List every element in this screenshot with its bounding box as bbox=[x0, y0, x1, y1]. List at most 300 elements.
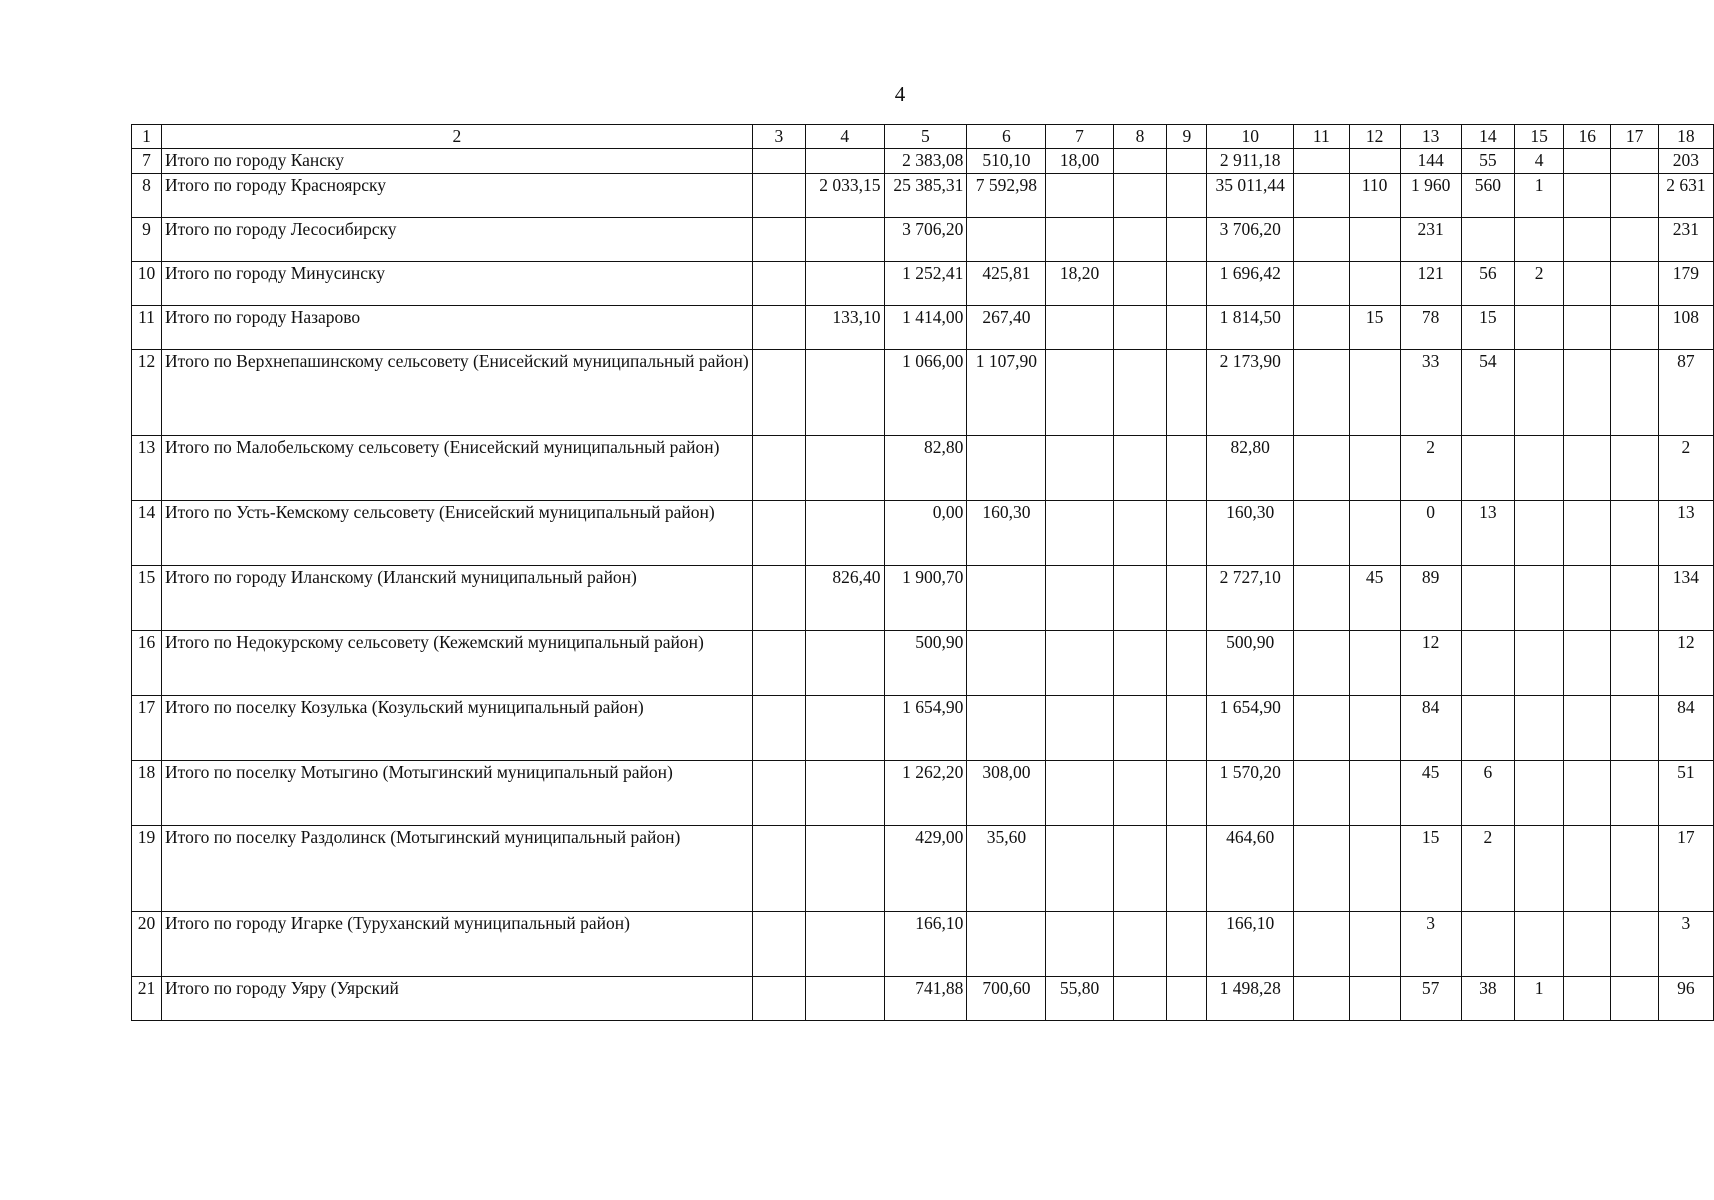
value-cell-col-6 bbox=[967, 630, 1046, 695]
value-cell-col-9 bbox=[1167, 565, 1207, 630]
value-cell-col-16 bbox=[1564, 217, 1611, 261]
value-cell-col-12 bbox=[1349, 217, 1400, 261]
value-cell-col-10: 1 696,42 bbox=[1207, 261, 1294, 305]
value-cell-col-12 bbox=[1349, 976, 1400, 1020]
column-header-16: 16 bbox=[1564, 125, 1611, 149]
value-cell-col-9 bbox=[1167, 261, 1207, 305]
value-cell-col-8 bbox=[1113, 500, 1167, 565]
value-cell-col-7 bbox=[1046, 173, 1113, 217]
table-row bbox=[132, 261, 1714, 305]
table-body bbox=[132, 149, 1714, 1021]
value-cell-col-17 bbox=[1611, 825, 1658, 911]
table-row bbox=[132, 149, 1714, 174]
row-number-cell: 18 bbox=[132, 760, 162, 825]
column-header-13: 13 bbox=[1400, 125, 1461, 149]
table-row bbox=[132, 305, 1714, 349]
value-cell-col-3 bbox=[752, 630, 805, 695]
row-number-cell: 13 bbox=[132, 435, 162, 500]
value-cell-col-12: 110 bbox=[1349, 173, 1400, 217]
value-cell-col-10: 2 911,18 bbox=[1207, 149, 1294, 174]
value-cell-col-13: 1 960 bbox=[1400, 173, 1461, 217]
value-cell-col-16 bbox=[1564, 305, 1611, 349]
value-cell-col-11 bbox=[1294, 630, 1349, 695]
value-cell-col-6: 700,60 bbox=[967, 976, 1046, 1020]
value-cell-col-13: 45 bbox=[1400, 760, 1461, 825]
value-cell-col-13: 121 bbox=[1400, 261, 1461, 305]
value-cell-col-3 bbox=[752, 911, 805, 976]
value-cell-col-8 bbox=[1113, 217, 1167, 261]
value-cell-col-3 bbox=[752, 349, 805, 435]
value-cell-col-9 bbox=[1167, 825, 1207, 911]
value-cell-col-6: 1 107,90 bbox=[967, 349, 1046, 435]
value-cell-col-12 bbox=[1349, 149, 1400, 174]
value-cell-col-9 bbox=[1167, 149, 1207, 174]
value-cell-col-11 bbox=[1294, 173, 1349, 217]
value-cell-col-15 bbox=[1515, 760, 1564, 825]
value-cell-col-5: 166,10 bbox=[884, 911, 967, 976]
value-cell-col-3 bbox=[752, 217, 805, 261]
value-cell-col-14: 15 bbox=[1461, 305, 1515, 349]
value-cell-col-10: 3 706,20 bbox=[1207, 217, 1294, 261]
column-header-12: 12 bbox=[1349, 125, 1400, 149]
value-cell-col-18: 12 bbox=[1658, 630, 1713, 695]
value-cell-col-4: 133,10 bbox=[805, 305, 884, 349]
value-cell-col-14: 54 bbox=[1461, 349, 1515, 435]
value-cell-col-18: 87 bbox=[1658, 349, 1713, 435]
value-cell-col-17 bbox=[1611, 760, 1658, 825]
value-cell-col-18: 13 bbox=[1658, 500, 1713, 565]
value-cell-col-10: 160,30 bbox=[1207, 500, 1294, 565]
value-cell-col-4 bbox=[805, 825, 884, 911]
row-number-cell: 17 bbox=[132, 695, 162, 760]
value-cell-col-13: 0 bbox=[1400, 500, 1461, 565]
value-cell-col-5: 429,00 bbox=[884, 825, 967, 911]
value-cell-col-5: 1 066,00 bbox=[884, 349, 967, 435]
value-cell-col-15: 2 bbox=[1515, 261, 1564, 305]
value-cell-col-17 bbox=[1611, 435, 1658, 500]
value-cell-col-8 bbox=[1113, 630, 1167, 695]
value-cell-col-3 bbox=[752, 976, 805, 1020]
value-cell-col-13: 12 bbox=[1400, 630, 1461, 695]
value-cell-col-5: 1 252,41 bbox=[884, 261, 967, 305]
value-cell-col-3 bbox=[752, 825, 805, 911]
value-cell-col-5: 25 385,31 bbox=[884, 173, 967, 217]
row-label-cell: Итого по городу Канску bbox=[162, 149, 753, 174]
value-cell-col-10: 166,10 bbox=[1207, 911, 1294, 976]
value-cell-col-18: 231 bbox=[1658, 217, 1713, 261]
value-cell-col-4 bbox=[805, 911, 884, 976]
value-cell-col-9 bbox=[1167, 349, 1207, 435]
column-header-3: 3 bbox=[752, 125, 805, 149]
column-header-1: 1 bbox=[132, 125, 162, 149]
value-cell-col-8 bbox=[1113, 305, 1167, 349]
value-cell-col-16 bbox=[1564, 695, 1611, 760]
value-cell-col-5: 1 414,00 bbox=[884, 305, 967, 349]
value-cell-col-17 bbox=[1611, 217, 1658, 261]
value-cell-col-18: 179 bbox=[1658, 261, 1713, 305]
value-cell-col-4 bbox=[805, 217, 884, 261]
value-cell-col-7: 55,80 bbox=[1046, 976, 1113, 1020]
value-cell-col-7 bbox=[1046, 825, 1113, 911]
value-cell-col-6 bbox=[967, 565, 1046, 630]
value-cell-col-17 bbox=[1611, 149, 1658, 174]
table-row bbox=[132, 976, 1714, 1020]
value-cell-col-17 bbox=[1611, 630, 1658, 695]
value-cell-col-16 bbox=[1564, 500, 1611, 565]
value-cell-col-5: 1 900,70 bbox=[884, 565, 967, 630]
value-cell-col-11 bbox=[1294, 435, 1349, 500]
value-cell-col-6: 7 592,98 bbox=[967, 173, 1046, 217]
row-number-cell: 20 bbox=[132, 911, 162, 976]
value-cell-col-3 bbox=[752, 173, 805, 217]
value-cell-col-12 bbox=[1349, 500, 1400, 565]
value-cell-col-7 bbox=[1046, 217, 1113, 261]
value-cell-col-11 bbox=[1294, 261, 1349, 305]
column-header-2: 2 bbox=[162, 125, 753, 149]
value-cell-col-4 bbox=[805, 149, 884, 174]
column-header-14: 14 bbox=[1461, 125, 1515, 149]
value-cell-col-6 bbox=[967, 695, 1046, 760]
value-cell-col-7 bbox=[1046, 435, 1113, 500]
value-cell-col-15: 4 bbox=[1515, 149, 1564, 174]
value-cell-col-4 bbox=[805, 695, 884, 760]
column-header-5: 5 bbox=[884, 125, 967, 149]
value-cell-col-15 bbox=[1515, 305, 1564, 349]
value-cell-col-18: 134 bbox=[1658, 565, 1713, 630]
value-cell-col-10: 464,60 bbox=[1207, 825, 1294, 911]
row-number-cell: 19 bbox=[132, 825, 162, 911]
value-cell-col-9 bbox=[1167, 435, 1207, 500]
value-cell-col-14 bbox=[1461, 217, 1515, 261]
row-label-cell: Итого по поселку Козулька (Козульский муниципальный район) bbox=[162, 695, 753, 760]
value-cell-col-5: 500,90 bbox=[884, 630, 967, 695]
value-cell-col-10: 2 727,10 bbox=[1207, 565, 1294, 630]
row-label-cell: Итого по городу Лесосибирску bbox=[162, 217, 753, 261]
value-cell-col-6 bbox=[967, 435, 1046, 500]
table-row bbox=[132, 695, 1714, 760]
value-cell-col-15 bbox=[1515, 911, 1564, 976]
value-cell-col-8 bbox=[1113, 349, 1167, 435]
value-cell-col-16 bbox=[1564, 261, 1611, 305]
value-cell-col-17 bbox=[1611, 976, 1658, 1020]
value-cell-col-13: 231 bbox=[1400, 217, 1461, 261]
value-cell-col-14: 2 bbox=[1461, 825, 1515, 911]
value-cell-col-9 bbox=[1167, 305, 1207, 349]
value-cell-col-5: 2 383,08 bbox=[884, 149, 967, 174]
value-cell-col-17 bbox=[1611, 173, 1658, 217]
row-label-cell: Итого по поселку Мотыгино (Мотыгинский муниципальный район) bbox=[162, 760, 753, 825]
value-cell-col-11 bbox=[1294, 565, 1349, 630]
value-cell-col-13: 84 bbox=[1400, 695, 1461, 760]
value-cell-col-14: 13 bbox=[1461, 500, 1515, 565]
value-cell-col-8 bbox=[1113, 976, 1167, 1020]
value-cell-col-16 bbox=[1564, 760, 1611, 825]
value-cell-col-3 bbox=[752, 149, 805, 174]
value-cell-col-14: 6 bbox=[1461, 760, 1515, 825]
value-cell-col-3 bbox=[752, 695, 805, 760]
value-cell-col-14 bbox=[1461, 565, 1515, 630]
value-cell-col-6: 267,40 bbox=[967, 305, 1046, 349]
row-number-cell: 21 bbox=[132, 976, 162, 1020]
value-cell-col-12 bbox=[1349, 349, 1400, 435]
column-header-9: 9 bbox=[1167, 125, 1207, 149]
value-cell-col-10: 1 654,90 bbox=[1207, 695, 1294, 760]
row-label-cell: Итого по Верхнепашинскому сельсовету (Енисейский муниципальный район) bbox=[162, 349, 753, 435]
value-cell-col-6: 510,10 bbox=[967, 149, 1046, 174]
value-cell-col-18: 203 bbox=[1658, 149, 1713, 174]
page-number: 4 bbox=[894, 82, 906, 106]
table-row bbox=[132, 565, 1714, 630]
value-cell-col-9 bbox=[1167, 760, 1207, 825]
value-cell-col-12 bbox=[1349, 435, 1400, 500]
value-cell-col-15 bbox=[1515, 435, 1564, 500]
column-header-7: 7 bbox=[1046, 125, 1113, 149]
value-cell-col-15 bbox=[1515, 217, 1564, 261]
value-cell-col-6 bbox=[967, 217, 1046, 261]
row-number-cell: 8 bbox=[132, 173, 162, 217]
row-label-cell: Итого по поселку Раздолинск (Мотыгинский муниципальный район) bbox=[162, 825, 753, 911]
value-cell-col-7 bbox=[1046, 760, 1113, 825]
value-cell-col-12 bbox=[1349, 911, 1400, 976]
value-cell-col-4 bbox=[805, 500, 884, 565]
value-cell-col-5: 1 262,20 bbox=[884, 760, 967, 825]
value-cell-col-13: 2 bbox=[1400, 435, 1461, 500]
value-cell-col-7 bbox=[1046, 695, 1113, 760]
value-cell-col-6 bbox=[967, 911, 1046, 976]
value-cell-col-18: 3 bbox=[1658, 911, 1713, 976]
value-cell-col-16 bbox=[1564, 435, 1611, 500]
row-label-cell: Итого по городу Красноярску bbox=[162, 173, 753, 217]
column-header-10: 10 bbox=[1207, 125, 1294, 149]
row-label-cell: Итого по городу Уяру (Уярский bbox=[162, 976, 753, 1020]
value-cell-col-17 bbox=[1611, 349, 1658, 435]
value-cell-col-4 bbox=[805, 976, 884, 1020]
value-cell-col-11 bbox=[1294, 695, 1349, 760]
value-cell-col-17 bbox=[1611, 261, 1658, 305]
value-cell-col-5: 1 654,90 bbox=[884, 695, 967, 760]
value-cell-col-16 bbox=[1564, 349, 1611, 435]
value-cell-col-18: 84 bbox=[1658, 695, 1713, 760]
value-cell-col-13: 33 bbox=[1400, 349, 1461, 435]
header-row bbox=[132, 125, 1714, 149]
value-cell-col-3 bbox=[752, 760, 805, 825]
row-number-cell: 16 bbox=[132, 630, 162, 695]
value-cell-col-9 bbox=[1167, 173, 1207, 217]
value-cell-col-13: 144 bbox=[1400, 149, 1461, 174]
value-cell-col-16 bbox=[1564, 825, 1611, 911]
value-cell-col-14 bbox=[1461, 435, 1515, 500]
table-row bbox=[132, 911, 1714, 976]
value-cell-col-9 bbox=[1167, 217, 1207, 261]
value-cell-col-11 bbox=[1294, 911, 1349, 976]
value-cell-col-5: 0,00 bbox=[884, 500, 967, 565]
row-number-cell: 12 bbox=[132, 349, 162, 435]
value-cell-col-8 bbox=[1113, 695, 1167, 760]
value-cell-col-15 bbox=[1515, 565, 1564, 630]
column-header-11: 11 bbox=[1294, 125, 1349, 149]
value-cell-col-16 bbox=[1564, 630, 1611, 695]
value-cell-col-11 bbox=[1294, 976, 1349, 1020]
value-cell-col-13: 3 bbox=[1400, 911, 1461, 976]
table-row bbox=[132, 760, 1714, 825]
value-cell-col-8 bbox=[1113, 261, 1167, 305]
table-row bbox=[132, 630, 1714, 695]
value-cell-col-12 bbox=[1349, 825, 1400, 911]
value-cell-col-14: 55 bbox=[1461, 149, 1515, 174]
value-cell-col-11 bbox=[1294, 825, 1349, 911]
value-cell-col-17 bbox=[1611, 305, 1658, 349]
value-cell-col-6: 308,00 bbox=[967, 760, 1046, 825]
value-cell-col-8 bbox=[1113, 911, 1167, 976]
value-cell-col-10: 82,80 bbox=[1207, 435, 1294, 500]
value-cell-col-13: 78 bbox=[1400, 305, 1461, 349]
table-row bbox=[132, 435, 1714, 500]
row-label-cell: Итого по Усть-Кемскому сельсовету (Енисейский муниципальный район) bbox=[162, 500, 753, 565]
value-cell-col-10: 2 173,90 bbox=[1207, 349, 1294, 435]
value-cell-col-15: 1 bbox=[1515, 173, 1564, 217]
value-cell-col-16 bbox=[1564, 173, 1611, 217]
value-cell-col-8 bbox=[1113, 565, 1167, 630]
value-cell-col-9 bbox=[1167, 911, 1207, 976]
value-cell-col-12 bbox=[1349, 760, 1400, 825]
value-cell-col-12: 15 bbox=[1349, 305, 1400, 349]
value-cell-col-4 bbox=[805, 349, 884, 435]
value-cell-col-15 bbox=[1515, 630, 1564, 695]
value-cell-col-7 bbox=[1046, 565, 1113, 630]
row-label-cell: Итого по Недокурскому сельсовету (Кежемский муниципальный район) bbox=[162, 630, 753, 695]
value-cell-col-14: 560 bbox=[1461, 173, 1515, 217]
value-cell-col-11 bbox=[1294, 149, 1349, 174]
row-number-cell: 7 bbox=[132, 149, 162, 174]
value-cell-col-6: 35,60 bbox=[967, 825, 1046, 911]
value-cell-col-5: 741,88 bbox=[884, 976, 967, 1020]
value-cell-col-13: 89 bbox=[1400, 565, 1461, 630]
value-cell-col-10: 500,90 bbox=[1207, 630, 1294, 695]
value-cell-col-3 bbox=[752, 261, 805, 305]
value-cell-col-12 bbox=[1349, 695, 1400, 760]
value-cell-col-10: 1 570,20 bbox=[1207, 760, 1294, 825]
value-cell-col-7 bbox=[1046, 911, 1113, 976]
value-cell-col-4 bbox=[805, 261, 884, 305]
value-cell-col-3 bbox=[752, 500, 805, 565]
value-cell-col-18: 96 bbox=[1658, 976, 1713, 1020]
row-label-cell: Итого по городу Игарке (Туруханский муниципальный район) bbox=[162, 911, 753, 976]
value-cell-col-11 bbox=[1294, 760, 1349, 825]
value-cell-col-16 bbox=[1564, 565, 1611, 630]
value-cell-col-12 bbox=[1349, 630, 1400, 695]
value-cell-col-3 bbox=[752, 435, 805, 500]
value-cell-col-6: 160,30 bbox=[967, 500, 1046, 565]
column-header-18: 18 bbox=[1658, 125, 1713, 149]
row-label-cell: Итого по городу Минусинску bbox=[162, 261, 753, 305]
row-label-cell: Итого по городу Иланскому (Иланский муниципальный район) bbox=[162, 565, 753, 630]
value-cell-col-14: 56 bbox=[1461, 261, 1515, 305]
table-row bbox=[132, 217, 1714, 261]
value-cell-col-15 bbox=[1515, 695, 1564, 760]
row-number-cell: 9 bbox=[132, 217, 162, 261]
value-cell-col-14 bbox=[1461, 911, 1515, 976]
column-header-4: 4 bbox=[805, 125, 884, 149]
value-cell-col-6: 425,81 bbox=[967, 261, 1046, 305]
value-cell-col-8 bbox=[1113, 760, 1167, 825]
value-cell-col-7 bbox=[1046, 349, 1113, 435]
column-header-6: 6 bbox=[967, 125, 1046, 149]
value-cell-col-11 bbox=[1294, 349, 1349, 435]
column-header-15: 15 bbox=[1515, 125, 1564, 149]
value-cell-col-10: 1 498,28 bbox=[1207, 976, 1294, 1020]
value-cell-col-10: 35 011,44 bbox=[1207, 173, 1294, 217]
value-cell-col-15 bbox=[1515, 500, 1564, 565]
value-cell-col-18: 17 bbox=[1658, 825, 1713, 911]
value-cell-col-7 bbox=[1046, 630, 1113, 695]
value-cell-col-4: 2 033,15 bbox=[805, 173, 884, 217]
value-cell-col-11 bbox=[1294, 217, 1349, 261]
value-cell-col-14: 38 bbox=[1461, 976, 1515, 1020]
value-cell-col-12: 45 bbox=[1349, 565, 1400, 630]
value-cell-col-18: 108 bbox=[1658, 305, 1713, 349]
value-cell-col-17 bbox=[1611, 911, 1658, 976]
column-header-8: 8 bbox=[1113, 125, 1167, 149]
value-cell-col-17 bbox=[1611, 565, 1658, 630]
value-cell-col-15 bbox=[1515, 349, 1564, 435]
value-cell-col-9 bbox=[1167, 500, 1207, 565]
value-cell-col-16 bbox=[1564, 976, 1611, 1020]
value-cell-col-5: 82,80 bbox=[884, 435, 967, 500]
table-row bbox=[132, 173, 1714, 217]
table-row bbox=[132, 825, 1714, 911]
value-cell-col-15: 1 bbox=[1515, 976, 1564, 1020]
value-cell-col-7: 18,20 bbox=[1046, 261, 1113, 305]
value-cell-col-11 bbox=[1294, 305, 1349, 349]
value-cell-col-4 bbox=[805, 630, 884, 695]
value-cell-col-16 bbox=[1564, 911, 1611, 976]
table-row bbox=[132, 349, 1714, 435]
row-number-cell: 14 bbox=[132, 500, 162, 565]
value-cell-col-4 bbox=[805, 435, 884, 500]
value-cell-col-4: 826,40 bbox=[805, 565, 884, 630]
value-cell-col-8 bbox=[1113, 149, 1167, 174]
table-row bbox=[132, 500, 1714, 565]
column-header-17: 17 bbox=[1611, 125, 1658, 149]
value-cell-col-13: 15 bbox=[1400, 825, 1461, 911]
value-cell-col-3 bbox=[752, 305, 805, 349]
value-cell-col-9 bbox=[1167, 630, 1207, 695]
value-cell-col-9 bbox=[1167, 695, 1207, 760]
value-cell-col-4 bbox=[805, 760, 884, 825]
value-cell-col-17 bbox=[1611, 500, 1658, 565]
value-cell-col-9 bbox=[1167, 976, 1207, 1020]
row-number-cell: 10 bbox=[132, 261, 162, 305]
value-cell-col-18: 2 bbox=[1658, 435, 1713, 500]
row-number-cell: 11 bbox=[132, 305, 162, 349]
value-cell-col-8 bbox=[1113, 173, 1167, 217]
value-cell-col-13: 57 bbox=[1400, 976, 1461, 1020]
value-cell-col-15 bbox=[1515, 825, 1564, 911]
value-cell-col-14 bbox=[1461, 695, 1515, 760]
value-cell-col-7 bbox=[1046, 500, 1113, 565]
value-cell-col-5: 3 706,20 bbox=[884, 217, 967, 261]
row-label-cell: Итого по городу Назарово bbox=[162, 305, 753, 349]
value-cell-col-7: 18,00 bbox=[1046, 149, 1113, 174]
value-cell-col-10: 1 814,50 bbox=[1207, 305, 1294, 349]
value-cell-col-14 bbox=[1461, 630, 1515, 695]
row-label-cell: Итого по Малобельскому сельсовету (Енисейский муниципальный район) bbox=[162, 435, 753, 500]
value-cell-col-18: 2 631 bbox=[1658, 173, 1713, 217]
value-cell-col-7 bbox=[1046, 305, 1113, 349]
value-cell-col-8 bbox=[1113, 435, 1167, 500]
value-cell-col-3 bbox=[752, 565, 805, 630]
data-table bbox=[131, 124, 1714, 1021]
